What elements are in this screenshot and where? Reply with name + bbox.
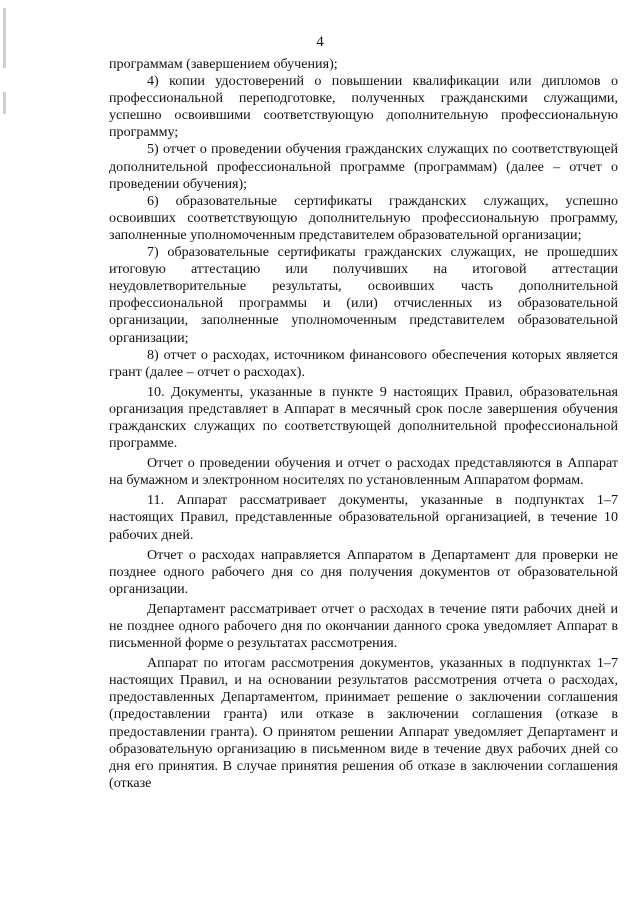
paragraph: 6) образовательные сертификаты гражданских служащих, успешно освоивших соответствующую дополнительную профессиональную программу, заполненные уполномоченным представителем образовательной организации; xyxy=(109,192,618,243)
paragraph: 7) образовательные сертификаты гражданских служащих, не прошедших итоговую аттестацию или получивших на итоговой аттестации неудовлетворительные результаты, освоивших часть дополнительной профессиональной программы и (или) отчисленных из образовательной организации, заполненные уполномоченным представителем образовательной организации; xyxy=(109,244,618,346)
document-body xyxy=(109,56,618,792)
paragraph: 11. Аппарат рассматривает документы, указанные в подпунктах 1–7 настоящих Правил, представленные образовательной организацией, в течение 10 рабочих дней. xyxy=(109,492,618,543)
page-number: 4 xyxy=(316,34,324,50)
paragraph: программам (завершением обучения); xyxy=(109,56,338,72)
paragraph: 8) отчет о расходах, источником финансового обеспечения которых является грант (далее – отчет о расходах). xyxy=(109,346,618,380)
paragraph: 10. Документы, указанные в пункте 9 настоящих Правил, образовательная организация представляет в Аппарат в месячный срок после завершения обучения гражданских служащих по соответствующей дополнительной профессиональной программе. xyxy=(109,383,618,452)
paragraph: 5) отчет о проведении обучения гражданских служащих по соответствующей дополнительной профессиональной программе (программам) (далее – отчет о проведении обучения); xyxy=(109,141,618,192)
paragraph: Отчет о проведении обучения и отчет о расходах представляются в Аппарат на бумажном и электронном носителях по установленным Аппаратом формам. xyxy=(109,455,618,489)
paragraph: Департамент рассматривает отчет о расходах в течение пяти рабочих дней и не позднее одного рабочего дня по окончании данного срока уведомляет Аппарат в письменной форме о результатах рассмотрения. xyxy=(109,600,618,652)
paragraph: Отчет о расходах направляется Аппаратом в Департамент для проверки не позднее одного рабочего дня со дня получения документов от образовательной организации. xyxy=(109,546,618,597)
paragraph: Аппарат по итогам рассмотрения документов, указанных в подпунктах 1–7 настоящих Правил, и на основании результатов рассмотрения отчета о расходах, предоставленных Департаментом, принимает решение о заключении соглашения (предоставлении гранта) или отказе в заключении соглашения (отказе в предоставлении гранта). О принятом решении Аппарат уведомляет Департамент и образовательную организацию в письменном виде в течение двух рабочих дней со дня его принятия. В случае принятия решения об отказе в заключении соглашения (отказе xyxy=(109,655,618,791)
scan-edge-mark xyxy=(3,92,6,114)
paragraph: 4) копии удостоверений о повышении квалификации или дипломов о профессиональной переподготовке, полученных гражданскими служащими, успешно освоившими соответствующую дополнительную профессиональную программу; xyxy=(109,73,618,141)
